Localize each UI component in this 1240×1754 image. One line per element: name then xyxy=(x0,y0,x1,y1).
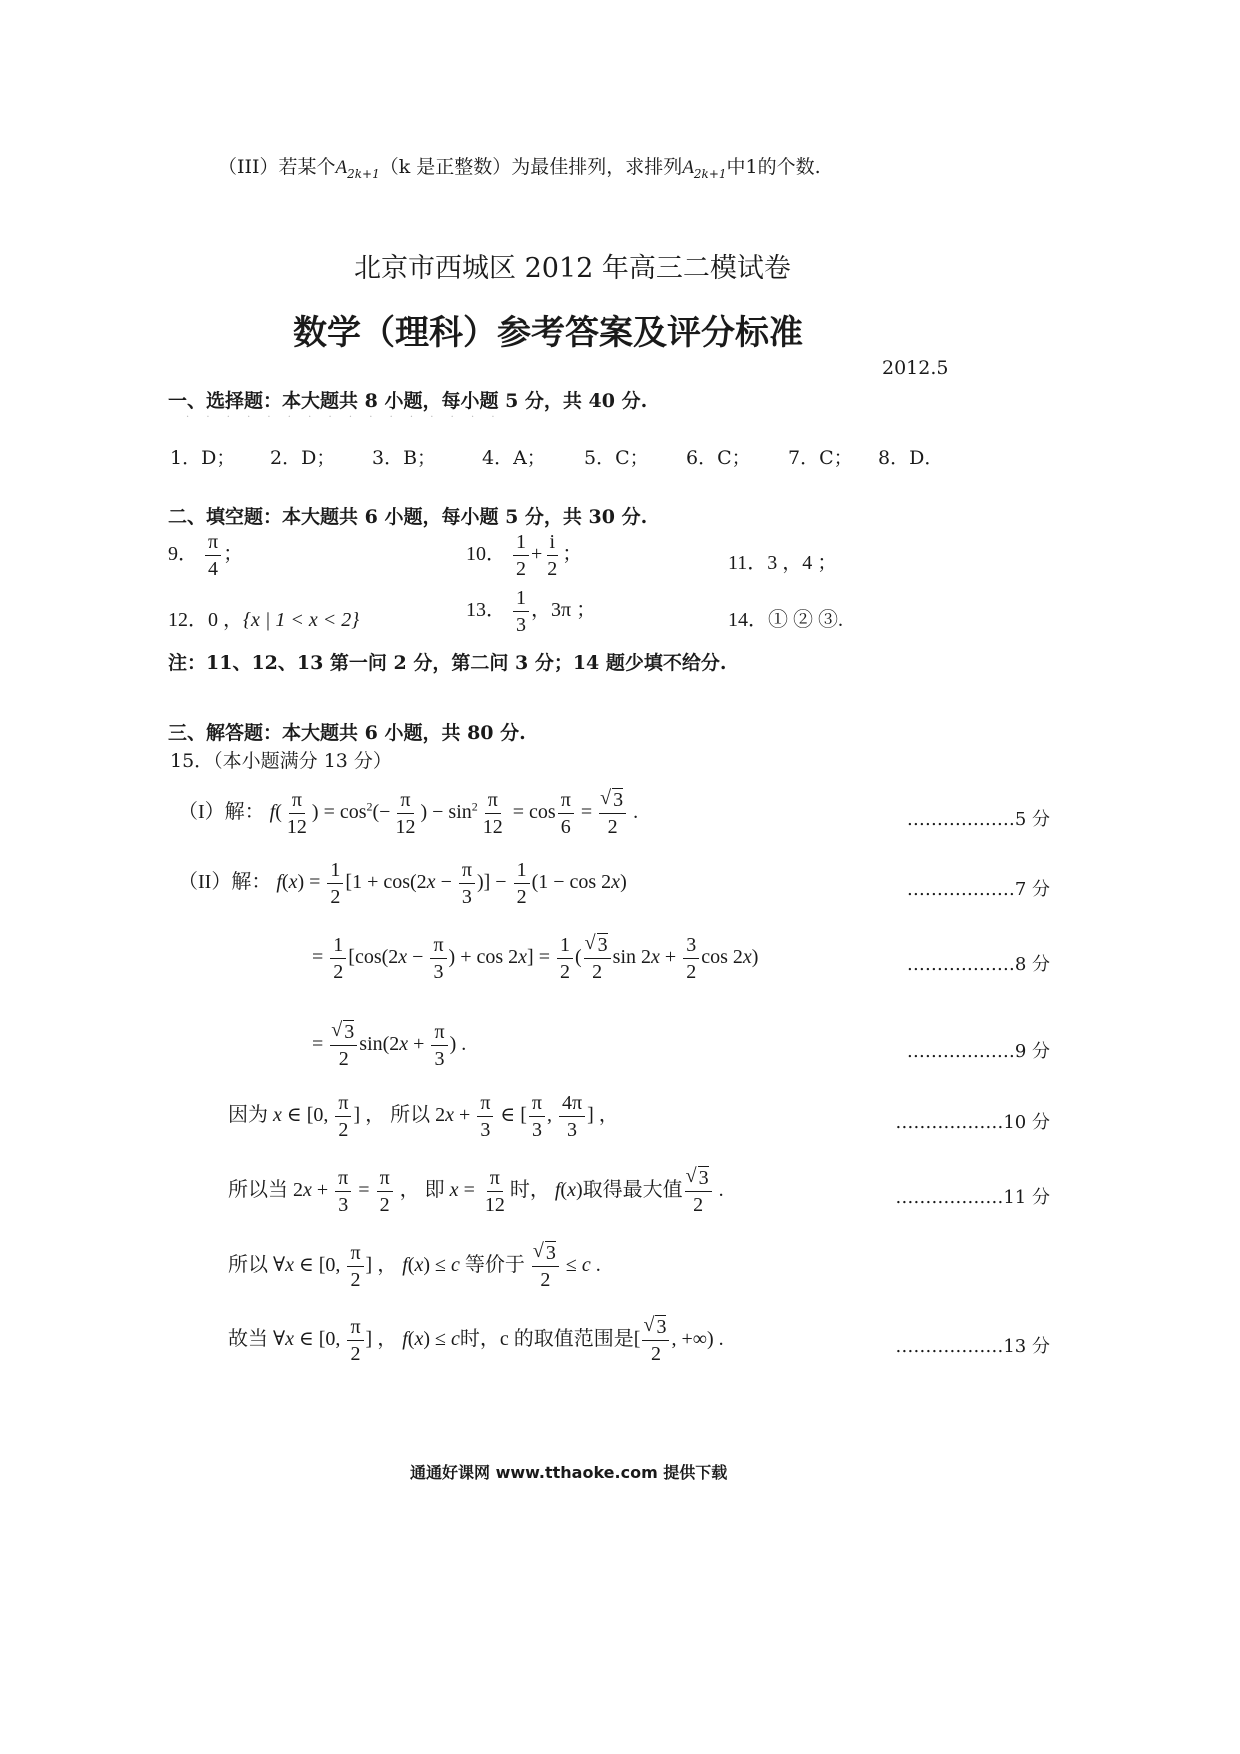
text-so-when: 所以当 xyxy=(228,1179,288,1202)
section-3-heading: 三、解答题：本大题共 6 小题，共 80 分. xyxy=(168,722,526,744)
score-13: ………………13 分 xyxy=(895,1336,1050,1357)
part-2-line-7: 故当 ∀x ∈ [0, $\frac{\pi}{2}$ ] ， f(x) ≤ c时，c 的取值范围是[ √ $\frac{3}{2}$ , +∞) . xyxy=(228,1317,724,1364)
frac-sqrt3-2: √ $\frac{3}{2}$ xyxy=(599,790,626,837)
choice-answer-3: 3．B； xyxy=(372,447,437,469)
page-subtitle: 北京市西城区 2012 年高三二模试卷 xyxy=(354,253,791,284)
fill-answer-9 xyxy=(168,532,243,579)
fill-answer-14: 14．① ② ③. xyxy=(728,609,843,631)
frac-pi-12-b: $\frac{\pi}{12}$ xyxy=(395,789,416,838)
score-8: ………………8 分 xyxy=(906,954,1050,975)
text-so: 所以 xyxy=(390,1104,431,1127)
section-2-note: 注：11、12、13 第一问 2 分，第二问 3 分；14 题少填不给分. xyxy=(168,652,727,674)
frac-pi-12-d: $\frac{\pi}{12}$ xyxy=(484,1167,505,1216)
frac-half-3: $\frac{1}{2}$ xyxy=(330,935,346,982)
fill-answer-11: 11．3 ，4 ； xyxy=(728,552,838,574)
section-1-heading: 一、选择题：本大题共 8 小题，每小题 5 分，共 40 分. xyxy=(168,390,648,412)
footer-text: 通通好课网 www.tthaoke.com 提供下载 xyxy=(410,1463,728,1482)
frac-pi-2-b: $\frac{\pi}{2}$ xyxy=(377,1168,393,1215)
score-7: ………………7 分 xyxy=(906,879,1050,900)
top-question-end: 中1的个数. xyxy=(726,156,821,178)
q10-end: ； xyxy=(562,543,583,566)
choice-answer-4: 4．A； xyxy=(482,447,546,469)
a-symbol-2: A xyxy=(682,157,694,178)
q10-label: 10． xyxy=(466,543,506,566)
date-label: 2012.5 xyxy=(882,357,949,379)
frac-sqrt3-2-e: √ $\frac{3}{2}$ xyxy=(532,1243,559,1290)
part-2-line-4: 因为 x ∈ [0, $\frac{\pi}{2}$ ] ， 所以 2x + $\frac{\pi}{3}$ ∈ [ $\frac{\pi}{3}$ , $\frac{4\pi}{3}$ ] ， xyxy=(228,1092,619,1141)
q13-label: 13． xyxy=(466,599,506,622)
q13-fraction: $\frac{1}{3}$ xyxy=(513,588,529,635)
top-question-middle: （k 是正整数）为最佳排列，求排列 xyxy=(379,156,683,178)
frac-pi-12-c: $\frac{\pi}{12}$ xyxy=(482,789,503,838)
frac-sqrt3-2-b: √ $\frac{3}{2}$ xyxy=(584,935,611,982)
frac-pi-3-d: $\frac{\pi}{3}$ xyxy=(477,1093,493,1140)
a-subscript-2: 2k+1 xyxy=(693,166,727,181)
a-subscript: 2k+1 xyxy=(347,166,380,181)
q10-plus: + xyxy=(531,543,543,566)
text-when: 时， xyxy=(459,1328,500,1351)
choice-answer-7: 7．C； xyxy=(788,447,853,469)
text-so-2: 所以 xyxy=(228,1254,268,1277)
text-max2: 取得最大值 xyxy=(582,1179,683,1202)
q9-label: 9． xyxy=(168,543,198,566)
q13-end: ，3π ； xyxy=(531,599,597,622)
frac-pi-12: $\frac{\pi}{12}$ xyxy=(286,789,307,838)
text-because: 因为 xyxy=(228,1104,268,1127)
choice-answer-1: 1．D； xyxy=(170,447,236,469)
frac-sqrt3-2-d: √ $\frac{3}{2}$ xyxy=(685,1168,712,1215)
score-5: ………………5 分 xyxy=(906,809,1050,830)
q10-fraction-2: $\frac{i}{2}$ xyxy=(547,531,558,580)
section-2-heading: 二、填空题：本大题共 6 小题，每小题 5 分，共 30 分. xyxy=(168,506,648,528)
frac-pi-3-a: $\frac{\pi}{3}$ xyxy=(459,860,475,907)
part-2-line-6: 所以 ∀x ∈ [0, $\frac{\pi}{2}$ ] ， f(x) ≤ c 等价于 √ $\frac{3}{2}$ ≤ c . xyxy=(228,1243,601,1290)
q12-set: {x | 1 < x < 2} xyxy=(243,609,360,631)
choice-answer-6: 6．C； xyxy=(686,447,751,469)
choice-answer-2: 2．D； xyxy=(270,447,336,469)
part-2-line-3: = √ $\frac{3}{2}$ sin(2x + $\frac{\pi}{3}$ ) . xyxy=(312,1022,466,1069)
frac-pi-3-b: $\frac{\pi}{3}$ xyxy=(430,935,446,982)
fill-answer-13 xyxy=(466,588,596,635)
q12-label: 12．0 ， xyxy=(168,609,243,631)
page-title: 数学（理科）参考答案及评分标准 xyxy=(293,313,803,353)
choice-answer-8: 8．D． xyxy=(878,447,944,469)
text-range: c 的取值范围是 xyxy=(499,1328,634,1351)
frac-half-1: $\frac{1}{2}$ xyxy=(327,860,343,907)
frac-pi-2-d: $\frac{\pi}{2}$ xyxy=(347,1317,363,1364)
text-max: 时， xyxy=(509,1179,550,1202)
frac-pi-3-f: $\frac{\pi}{3}$ xyxy=(335,1168,351,1215)
part-2-line-1: （II）解： f(x) = $\frac{1}{2}$ [1 + cos(2x − $\frac{\pi}{3}$ )] − $\frac{1}{2}$ (1 − cos 2x) xyxy=(178,859,627,908)
question-15-title: 15．（本小题满分 13 分） xyxy=(170,750,392,772)
a-symbol: A xyxy=(335,157,348,178)
part-2-label: （II）解： xyxy=(178,871,272,894)
f-symbol: f xyxy=(269,801,276,824)
top-question xyxy=(218,152,821,181)
frac-half-2: $\frac{1}{2}$ xyxy=(514,860,530,907)
frac-pi-6: $\frac{\pi}{6}$ xyxy=(558,790,574,837)
text-therefore: 故当 xyxy=(228,1328,268,1351)
text-ie: 即 xyxy=(424,1179,445,1202)
frac-3-2: $\frac{3}{2}$ xyxy=(683,935,699,982)
score-11: ………………11 分 xyxy=(895,1187,1050,1208)
frac-sqrt3-2-c: √ $\frac{3}{2}$ xyxy=(330,1022,357,1069)
decorative-dots: · · · · · · · · · · · · · · · · xyxy=(186,412,502,423)
part-1-label: （I）解： xyxy=(178,801,265,824)
frac-sqrt3-2-f: √ $\frac{3}{2}$ xyxy=(642,1317,669,1364)
frac-pi-2-c: $\frac{\pi}{2}$ xyxy=(347,1243,363,1290)
frac-4pi-3: $\frac{4\pi}{3}$ xyxy=(559,1093,585,1140)
frac-pi-2-a: $\frac{\pi}{2}$ xyxy=(335,1093,351,1140)
frac-pi-3-e: $\frac{\pi}{3}$ xyxy=(529,1093,545,1140)
part-2-line-5: 所以当 2x + $\frac{\pi}{3}$ = $\frac{\pi}{2}$ ， 即 x = $\frac{\pi}{12}$ 时， f(x)取得最大值 √ $\frac{3}{2}$ . xyxy=(228,1168,724,1215)
q9-fraction: $\frac{\pi}{4}$ xyxy=(205,532,221,579)
fill-answer-10 xyxy=(466,532,582,579)
choice-answer-5: 5．C； xyxy=(584,447,649,469)
score-9: ………………9 分 xyxy=(906,1041,1050,1062)
q9-end: ； xyxy=(223,543,244,566)
frac-half-4: $\frac{1}{2}$ xyxy=(557,935,573,982)
frac-pi-3-c: $\frac{\pi}{3}$ xyxy=(431,1022,447,1069)
score-10: ………………10 分 xyxy=(895,1112,1050,1133)
fill-answer-12 xyxy=(168,603,359,632)
part-1-solution: （I）解： f( $\frac{\pi}{12}$ ) = $\cos^2(-$ $\frac{\pi}{12}$ ) − $\sin^2$ $\frac{\pi}{12}$ = cos $\frac{\pi}{6}$ = √ $\frac{3}{2}$ . xyxy=(178,790,638,837)
text-equiv: 等价于 xyxy=(464,1254,525,1277)
q10-fraction-1: $\frac{1}{2}$ xyxy=(513,532,529,579)
top-question-part: （III）若某个 xyxy=(218,156,336,178)
part-2-line-2: = $\frac{1}{2}$ [cos(2x − $\frac{\pi}{3}$ ) + cos 2x] = $\frac{1}{2}$ ( √ $\frac{3}{2}$ sin 2x + $\frac{3}{2}$ cos 2x) xyxy=(312,935,758,982)
